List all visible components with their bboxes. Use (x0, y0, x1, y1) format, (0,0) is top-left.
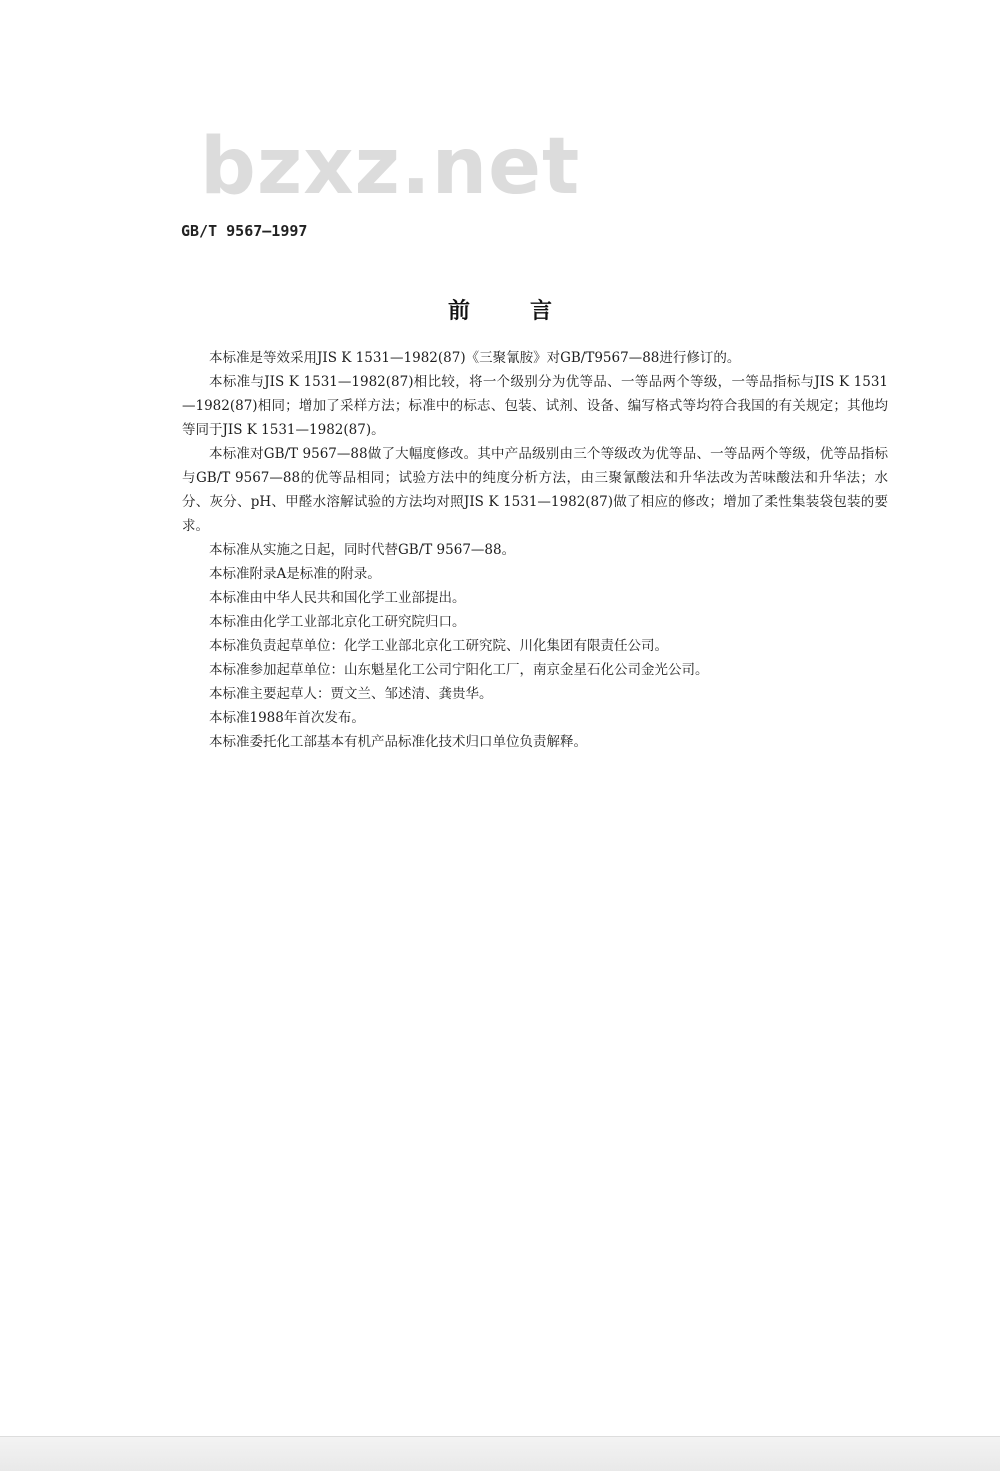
paragraph: 本标准负责起草单位：化学工业部北京化工研究院、川化集团有限责任公司。 (209, 638, 668, 654)
paragraph: 本标准主要起草人：贾文兰、邹述清、龚贵华。 (209, 686, 493, 702)
paragraph: 本标准附录A是标准的附录。 (209, 566, 381, 582)
foreword-body (182, 346, 888, 754)
paragraph: 本标准1988年首次发布。 (209, 710, 365, 726)
page-title: 前言 (447, 298, 612, 324)
paragraph: 本标准由中华人民共和国化学工业部提出。 (209, 590, 466, 606)
paragraph: 本标准委托化工部基本有机产品标准化技术归口单位负责解释。 (209, 734, 587, 750)
paragraph: 本标准由化学工业部北京化工研究院归口。 (209, 614, 466, 630)
paragraph: 本标准从实施之日起，同时代替GB/T 9567—88。 (209, 542, 516, 558)
watermark: bzxz.net (200, 122, 581, 212)
paragraph: 本标准是等效采用JIS K 1531—1982(87)《三聚氰胺》对GB/T9567—88进行修订的。 (209, 350, 741, 366)
paragraph: 本标准参加起草单位：山东魁星化工公司宁阳化工厂，南京金星石化公司金光公司。 (209, 662, 709, 678)
paragraph: 本标准与JIS K 1531—1982(87)相比较，将一个级别分为优等品、一等品两个等级，一等品指标与JIS K 1531—1982(87)相同；增加了采样方法；标准中的标志、包装、试剂、设备、编写格式等均符合我国的有关规定；其他均等同于JIS K 1531—1982(87)。 (182, 374, 888, 438)
page-bottom-edge (0, 1436, 1000, 1471)
paragraph: 本标准对GB/T 9567—88做了大幅度修改。其中产品级别由三个等级改为优等品、一等品两个等级，优等品指标与GB/T 9567—88的优等品相同；试验方法中的纯度分析方法，由三聚氰酸法和升华法改为苦味酸法和升华法；水分、灰分、pH、甲醛水溶解试验的方法均对照JIS K 1531—1982(87)做了相应的修改；增加了柔性集装袋包装的要求。 (182, 446, 888, 534)
standard-number: GB/T 9567—1997 (181, 222, 308, 240)
